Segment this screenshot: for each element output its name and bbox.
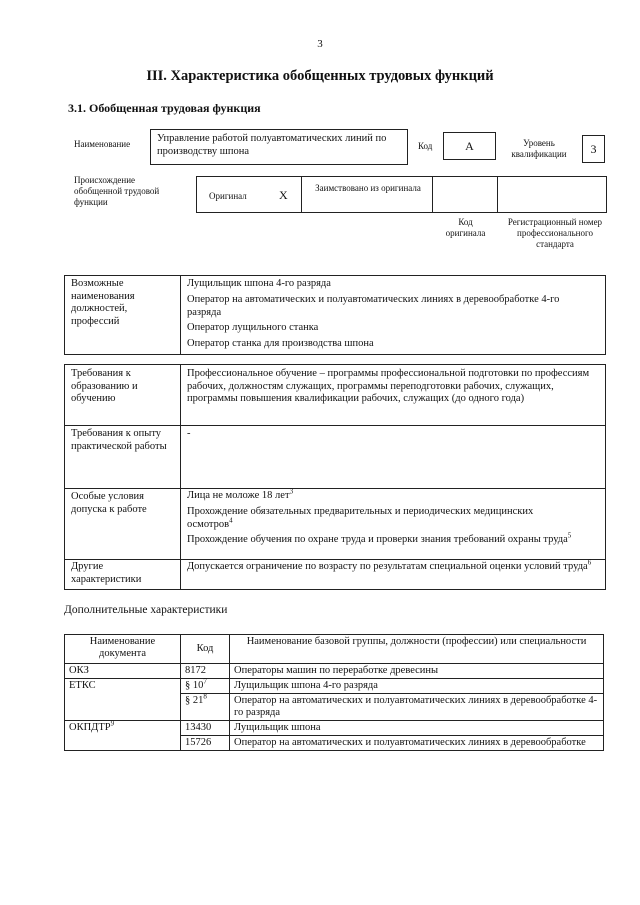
- level-value-box: [582, 135, 605, 163]
- code-cell: 8172: [181, 664, 230, 679]
- name-cell: Лущильщик шпона 4-го разряда: [230, 679, 604, 694]
- requirement-label: Требования к опыту практической работы: [71, 428, 167, 452]
- table-row: [65, 664, 604, 679]
- code-value-box: [443, 132, 496, 160]
- divider: [180, 365, 181, 589]
- requirement-text: Допускается ограничение по возрасту по результатам специальной оценки условий труда$^6$: [187, 558, 592, 572]
- requirement-text: -: [187, 428, 191, 439]
- level-label: Уровень квалификации: [511, 138, 567, 159]
- code-cell: 13430: [181, 721, 230, 736]
- section-title: III. Характеристика обобщенных трудовых функций: [146, 68, 494, 84]
- table-row: [65, 679, 604, 694]
- name-label: Наименование: [74, 139, 131, 149]
- requirement-label: Другие характеристики: [71, 561, 142, 585]
- code-cell: § $10^7$: [181, 679, 230, 694]
- divider: [301, 176, 302, 213]
- row-divider: [65, 488, 605, 489]
- code-cell: § $21^8$: [181, 694, 230, 721]
- divider: [497, 176, 498, 213]
- additional-table: [64, 634, 604, 751]
- name-cell: Операторы машин по переработке древесины: [230, 664, 604, 679]
- row-divider: [65, 425, 605, 426]
- positions-table: [64, 275, 606, 355]
- requirement-text: Прохождение обучения по охране труда и проверки знания требований охраны труда$^5$: [187, 531, 572, 545]
- requirement-label: Требования к образованию и обучению: [71, 368, 138, 404]
- positions-label: Возможные наименования должностей, профессий: [71, 278, 135, 327]
- header-cell: Наименование документа: [65, 635, 181, 664]
- requirement-text: Лица не моложе 18 лет$^3$: [187, 487, 294, 501]
- divider: [432, 176, 433, 213]
- name-cell: Лущильщик шпона: [230, 721, 604, 736]
- name-cell: Оператор на автоматических и полуавтоматических линиях в деревообработке 4-го разряда: [230, 694, 604, 721]
- row-divider: [65, 559, 605, 560]
- subsection-title: 3.1. Обобщенная трудовая функция: [68, 101, 261, 115]
- divider: [180, 276, 181, 354]
- position-item: Оператор лущильного станка: [187, 322, 319, 333]
- reg-number-label: Регистрационный номер профессионального стандарта: [507, 217, 603, 249]
- requirement-text: Прохождение обязательных предварительных и периодических медицинских осмотров$^4$: [187, 506, 534, 530]
- header-cell: Код: [181, 635, 230, 664]
- code-value: А: [465, 139, 474, 153]
- position-item: Оператор на автоматических и полуавтоматических линиях в деревообработке 4-го разряда: [187, 294, 560, 318]
- header-cell: Наименование базовой группы, должности (профессии) или специальности: [230, 635, 604, 664]
- original-label: Оригинал: [209, 191, 247, 201]
- doc-cell: ЕТКС: [65, 679, 181, 721]
- doc-cell: ОКПДТР$^9$: [65, 721, 181, 751]
- doc-cell: ОКЗ: [65, 664, 181, 679]
- additional-title: Дополнительные характеристики: [64, 604, 228, 616]
- origin-label: Происхождение обобщенной трудовой функции: [74, 175, 160, 207]
- code-cell: 15726: [181, 736, 230, 751]
- borrowed-label: Заимствовано из оригинала: [315, 183, 421, 193]
- page-number: 3: [317, 38, 323, 50]
- name-cell: Оператор на автоматических и полуавтоматических линиях в деревообработке: [230, 736, 604, 751]
- code-label: Код: [418, 141, 433, 151]
- position-item: Оператор станка для производства шпона: [187, 338, 374, 349]
- position-item: Лущильщик шпона 4-го разряда: [187, 278, 331, 289]
- origin-box: [196, 176, 607, 213]
- requirement-text: Профессиональное обучение – программы профессиональной подготовки по профессиям рабочих, должностям служащих, программы переподготовки рабочих, служащих, программы повышения квалификации рабочих, служащих (до одного года): [187, 368, 590, 404]
- requirements-table: [64, 364, 606, 590]
- original-mark: X: [279, 188, 288, 202]
- table-header-row: [65, 635, 604, 664]
- name-value: Управление работой полуавтоматических линий по производству шпона: [157, 133, 387, 157]
- table-row: [65, 721, 604, 736]
- name-value-box: [150, 129, 408, 165]
- level-value: 3: [590, 142, 597, 156]
- code-original-label: Код оригинала: [445, 217, 486, 238]
- requirement-label: Особые условия допуска к работе: [71, 491, 147, 515]
